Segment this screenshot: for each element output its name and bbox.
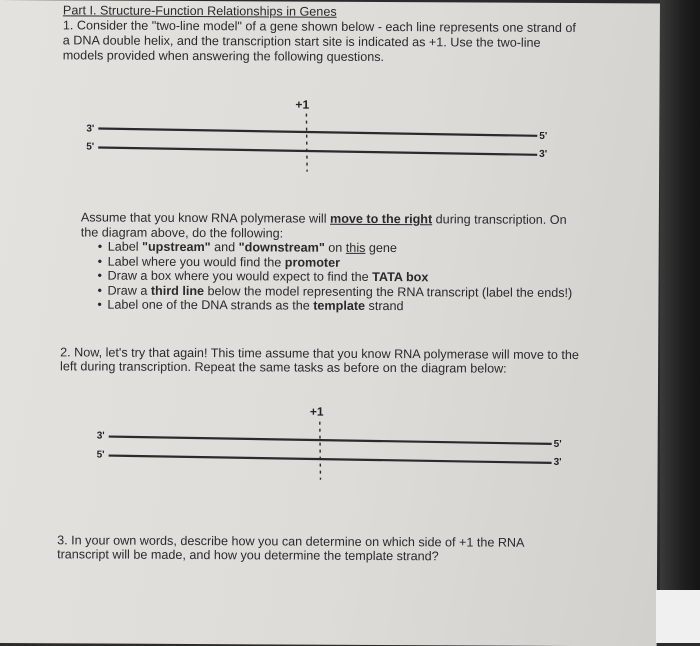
q1-line-1: 1. Consider the "two-line model" of a gene shown below - each line represents one strand of (62, 18, 576, 36)
instructions-line-2: the diagram above, do the following: (80, 225, 284, 241)
q2-line-2: left during transcription. Repeat the same tasks as before on the diagram below: (60, 359, 507, 376)
top-strand-right-end: 5' (553, 438, 562, 450)
top-strand-left-end: 3' (86, 123, 95, 135)
start-site-label: +1 (295, 97, 310, 112)
q1-line-3: models provided when answering the following questions. (62, 48, 385, 65)
task-item: • Label where you would find the promoter (98, 254, 573, 271)
intro-text-b: during transcription. On (435, 212, 567, 227)
task-item: • Label "upstream" and "downstream" on this gene (98, 240, 573, 257)
q1-line-2: a DNA double helix, and the transcription start site is indicated as +1. Use the two-line (62, 33, 541, 50)
bottom-strand-left-end: 5' (96, 449, 105, 461)
bottom-strand-left-end: 5' (86, 141, 95, 153)
start-site-marker (319, 422, 320, 480)
task-item: • Label one of the DNA strands as the template strand (97, 298, 572, 315)
q2-line-1: 2. Now, let's try that again! This time assume that you know RNA polymerase will move to the (60, 345, 579, 363)
q3-line-2: transcript will be made, and how you determine the template strand? (57, 547, 439, 564)
task-item: • Draw a box where you would expect to find the TATA box (98, 269, 573, 286)
background-edge (660, 0, 700, 643)
q3-line-1: 3. In your own words, describe how you can determine on which side of +1 the RNA (57, 533, 525, 550)
intro-emphasis: move to the right (330, 211, 433, 227)
bottom-strand-right-end: 3' (539, 148, 548, 160)
task-item: • Draw a third line below the model representing the RNA transcript (label the ends!) (97, 283, 572, 300)
intro-text-a: Assume that you know RNA polymerase will (80, 210, 327, 226)
bottom-strand-line (109, 456, 552, 463)
start-site-label: +1 (309, 404, 324, 419)
top-strand-right-end: 5' (539, 130, 548, 142)
bottom-strand-right-end: 3' (553, 456, 562, 468)
top-strand-left-end: 3' (96, 430, 105, 442)
background-light-tab (656, 590, 700, 643)
part-title: Part I. Structure-Function Relationships in Genes (62, 3, 337, 19)
top-strand-line (109, 437, 552, 444)
